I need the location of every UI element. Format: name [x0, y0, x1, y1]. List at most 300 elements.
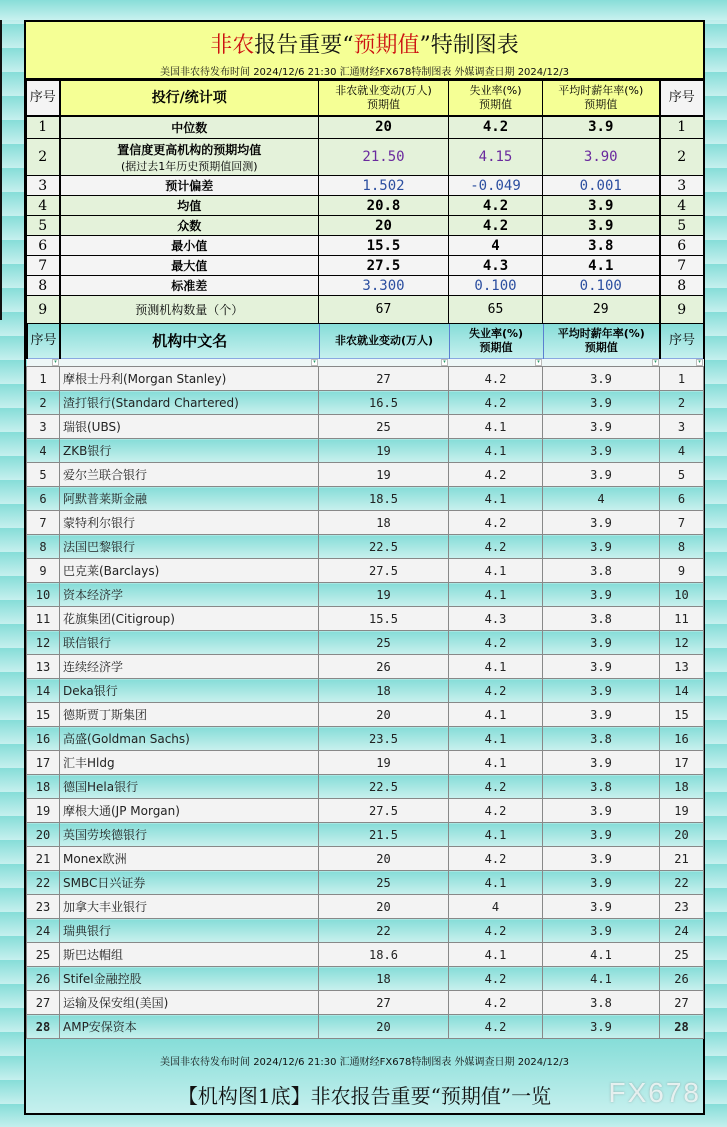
row-wage: 3.8	[543, 559, 660, 583]
row-label: 预测机构数量（个）	[60, 296, 319, 324]
table-row	[27, 367, 704, 391]
table-row	[27, 895, 704, 919]
row-seq: 27	[27, 991, 60, 1015]
row-seq: 21	[27, 847, 60, 871]
row-unemployment: 4.1	[449, 727, 543, 751]
row-nfp: 15.5	[319, 607, 449, 631]
filter-dropdown-icon[interactable]: ▾	[52, 359, 59, 366]
row-label: 均值	[60, 196, 319, 216]
stats-table	[26, 80, 704, 324]
row-seq: 14	[27, 679, 60, 703]
col-wage	[543, 324, 660, 358]
row-seq: 2	[27, 139, 60, 176]
row-wage: 4.1	[543, 967, 660, 991]
row-label: 最小值	[60, 236, 319, 256]
row-nfp: 27	[319, 367, 449, 391]
row-institution-name: 德斯贾丁斯集团	[60, 703, 319, 727]
row-unemployment: 4.2	[449, 535, 543, 559]
row-seq: 3	[27, 415, 60, 439]
row-institution-name: 连续经济学	[60, 655, 319, 679]
row-institution-name: ZKB银行	[60, 439, 319, 463]
filter-cell-seq2	[660, 358, 704, 366]
row-seq2: 21	[660, 847, 704, 871]
row-wage: 3.9	[543, 583, 660, 607]
col-wage	[543, 81, 660, 116]
row-wage: 3.9	[543, 116, 660, 139]
table-row	[27, 559, 704, 583]
row-nfp: 20	[319, 847, 449, 871]
row-wage: 0.100	[543, 276, 660, 296]
row-institution-name: 巴克莱(Barclays)	[60, 559, 319, 583]
row-seq: 11	[27, 607, 60, 631]
row-institution-name: SMBC日兴证券	[60, 871, 319, 895]
row-unemployment: 4.2	[449, 967, 543, 991]
row-seq: 28	[27, 1015, 60, 1039]
row-wage: 3.9	[543, 196, 660, 216]
row-seq2: 28	[660, 1015, 704, 1039]
row-nfp: 25	[319, 871, 449, 895]
table-row	[27, 775, 704, 799]
row-nfp: 18	[319, 679, 449, 703]
row-institution-name: 花旗集团(Citigroup)	[60, 607, 319, 631]
row-wage: 3.9	[543, 415, 660, 439]
row-wage: 4	[543, 487, 660, 511]
table-row	[27, 751, 704, 775]
col-nfp: 非农就业变动(万人)	[319, 324, 449, 358]
row-nfp: 3.300	[319, 276, 449, 296]
row-unemployment: 4.2	[449, 463, 543, 487]
row-nfp: 21.50	[319, 139, 449, 176]
col-name: 机构中文名	[60, 324, 319, 358]
row-seq: 25	[27, 943, 60, 967]
filter-cell-seq	[27, 358, 60, 366]
row-institution-name: Stifel金融控股	[60, 967, 319, 991]
col-seq: 序号	[27, 324, 60, 358]
row-unemployment: 4.1	[449, 583, 543, 607]
table-row	[27, 535, 704, 559]
row-institution-name: 德国Hela银行	[60, 775, 319, 799]
row-unemployment: 4.2	[449, 391, 543, 415]
title-part-nfp: 非农	[210, 33, 255, 58]
row-wage: 3.9	[543, 391, 660, 415]
row-unemployment: 0.100	[449, 276, 543, 296]
row-nfp: 18	[319, 967, 449, 991]
row-wage: 3.9	[543, 871, 660, 895]
row-seq2: 6	[660, 236, 704, 256]
row-seq2: 27	[660, 991, 704, 1015]
row-label	[60, 139, 319, 176]
row-seq2: 19	[660, 799, 704, 823]
row-wage: 29	[543, 296, 660, 324]
row-unemployment: 4.1	[449, 415, 543, 439]
row-label-sub: (据过去1年历史预期值回测)	[120, 159, 258, 173]
row-institution-name: 瑞银(UBS)	[60, 415, 319, 439]
table-row	[27, 703, 704, 727]
filter-row	[27, 358, 704, 366]
col-label: 投行/统计项	[60, 81, 319, 116]
row-wage: 3.9	[543, 439, 660, 463]
row-unemployment: 4.1	[449, 871, 543, 895]
row-wage: 3.9	[543, 535, 660, 559]
row-unemployment: 4.1	[449, 823, 543, 847]
footer-subtitle: 美国非农待发布时间 2024/12/6 21:30 汇通财经FX678特制图表 外媒调查日期 2024/12/3	[160, 1057, 569, 1068]
row-unemployment: 4.3	[449, 607, 543, 631]
row-seq2: 13	[660, 655, 704, 679]
row-unemployment: 4.2	[449, 991, 543, 1015]
row-seq2: 2	[660, 139, 704, 176]
table-row	[27, 415, 704, 439]
stats-row	[27, 216, 704, 236]
row-institution-name: 资本经济学	[60, 583, 319, 607]
row-seq2: 8	[660, 276, 704, 296]
table-row	[27, 607, 704, 631]
filter-cell-unemployment	[449, 358, 543, 366]
filter-cell-nfp	[319, 358, 449, 366]
row-nfp: 20	[319, 116, 449, 139]
col-un-line1: 失业率(%)	[469, 83, 522, 97]
col-un-line2: 预期值	[479, 97, 512, 111]
title-part-expected: 预期值	[353, 33, 420, 58]
row-seq: 24	[27, 919, 60, 943]
row-institution-name: 运输及保安组(美国)	[60, 991, 319, 1015]
row-unemployment: 4.2	[449, 919, 543, 943]
table-row	[27, 391, 704, 415]
table-row	[27, 847, 704, 871]
row-seq2: 9	[660, 296, 704, 324]
page-subtitle: 美国非农待发布时间 2024/12/6 21:30 汇通财经FX678特制图表 外媒调查日期 2024/12/3	[160, 67, 569, 78]
title-box	[26, 22, 703, 80]
row-seq: 1	[27, 367, 60, 391]
row-nfp: 19	[319, 751, 449, 775]
row-nfp: 22.5	[319, 775, 449, 799]
footer	[24, 1039, 705, 1115]
col-seq2: 序号	[660, 324, 704, 358]
row-nfp: 15.5	[319, 236, 449, 256]
row-institution-name: 斯巴达帽组	[60, 943, 319, 967]
page-title	[26, 22, 703, 58]
row-institution-name: 阿默普莱斯金融	[60, 487, 319, 511]
row-wage: 3.9	[543, 703, 660, 727]
footer-title: 【机构图1底】非农报告重要“预期值”一览	[177, 1084, 552, 1108]
row-seq2: 9	[660, 559, 704, 583]
row-unemployment: 4.2	[449, 631, 543, 655]
row-unemployment: 4.2	[449, 116, 543, 139]
row-seq2: 1	[660, 367, 704, 391]
row-unemployment: 4.2	[449, 511, 543, 535]
row-wage: 3.8	[543, 607, 660, 631]
row-label: 预计偏差	[60, 176, 319, 196]
filter-dropdown-icon[interactable]: ▾	[535, 359, 542, 366]
watermark-logo: FX678	[608, 1077, 701, 1108]
col-wage-line1: 平均时薪年率(%)	[557, 326, 645, 340]
row-seq2: 4	[660, 196, 704, 216]
col-seq2: 序号	[660, 81, 704, 116]
row-seq2: 5	[660, 463, 704, 487]
row-seq: 17	[27, 751, 60, 775]
row-unemployment: 4	[449, 895, 543, 919]
row-seq: 9	[27, 559, 60, 583]
row-seq2: 22	[660, 871, 704, 895]
row-seq2: 7	[660, 256, 704, 276]
row-nfp: 67	[319, 296, 449, 324]
row-unemployment: 4.1	[449, 751, 543, 775]
row-institution-name: 汇丰Hldg	[60, 751, 319, 775]
row-seq2: 7	[660, 511, 704, 535]
row-nfp: 27.5	[319, 256, 449, 276]
row-seq2: 14	[660, 679, 704, 703]
row-unemployment: 4.3	[449, 256, 543, 276]
row-seq2: 17	[660, 751, 704, 775]
row-seq: 23	[27, 895, 60, 919]
row-nfp: 20	[319, 703, 449, 727]
table-row	[27, 919, 704, 943]
row-nfp: 25	[319, 415, 449, 439]
row-wage: 3.9	[543, 679, 660, 703]
row-seq: 19	[27, 799, 60, 823]
row-seq: 2	[27, 391, 60, 415]
stats-row	[27, 256, 704, 276]
row-wage: 4.1	[543, 943, 660, 967]
row-nfp: 27	[319, 991, 449, 1015]
row-nfp: 19	[319, 463, 449, 487]
row-seq2: 16	[660, 727, 704, 751]
row-seq2: 23	[660, 895, 704, 919]
col-unemployment	[449, 81, 543, 116]
row-seq2: 18	[660, 775, 704, 799]
row-wage: 3.9	[543, 799, 660, 823]
stats-row	[27, 296, 704, 324]
table-row	[27, 679, 704, 703]
table-row	[27, 583, 704, 607]
row-seq2: 11	[660, 607, 704, 631]
row-seq2: 4	[660, 439, 704, 463]
row-nfp: 26	[319, 655, 449, 679]
row-nfp: 1.502	[319, 176, 449, 196]
row-nfp: 18.6	[319, 943, 449, 967]
table-row	[27, 511, 704, 535]
row-unemployment: -0.049	[449, 176, 543, 196]
row-unemployment: 4.1	[449, 559, 543, 583]
col-un-line2: 预期值	[479, 340, 513, 354]
row-label: 中位数	[60, 116, 319, 139]
stats-row	[27, 116, 704, 139]
row-seq: 26	[27, 967, 60, 991]
row-seq: 8	[27, 535, 60, 559]
row-institution-name: 摩根士丹利(Morgan Stanley)	[60, 367, 319, 391]
col-wage-line1: 平均时薪年率(%)	[558, 83, 644, 97]
row-seq: 22	[27, 871, 60, 895]
row-institution-name: 渣打银行(Standard Chartered)	[60, 391, 319, 415]
row-seq: 6	[27, 236, 60, 256]
row-nfp: 16.5	[319, 391, 449, 415]
row-seq: 5	[27, 463, 60, 487]
row-wage: 3.9	[543, 1015, 660, 1039]
stats-row	[27, 139, 704, 176]
row-seq2: 5	[660, 216, 704, 236]
row-institution-name: AMP安保资本	[60, 1015, 319, 1039]
row-seq: 8	[27, 276, 60, 296]
stats-row	[27, 236, 704, 256]
table-row	[27, 463, 704, 487]
row-wage: 3.9	[543, 823, 660, 847]
stats-row	[27, 276, 704, 296]
col-un-line1: 失业率(%)	[468, 326, 524, 340]
filter-cell-wage	[543, 358, 660, 366]
row-nfp: 22	[319, 919, 449, 943]
row-seq: 7	[27, 256, 60, 276]
row-nfp: 22.5	[319, 535, 449, 559]
stats-header-row	[27, 81, 704, 116]
row-wage: 3.9	[543, 216, 660, 236]
row-seq2: 2	[660, 391, 704, 415]
row-wage: 3.9	[543, 919, 660, 943]
row-nfp: 20.8	[319, 196, 449, 216]
row-institution-name: 加拿大丰业银行	[60, 895, 319, 919]
col-wage-line2: 预期值	[584, 97, 618, 111]
row-wage: 3.9	[543, 655, 660, 679]
row-nfp: 20	[319, 216, 449, 236]
row-unemployment: 4.2	[449, 367, 543, 391]
row-unemployment: 4.1	[449, 703, 543, 727]
institution-header-row	[27, 324, 704, 358]
col-nfp	[319, 81, 449, 116]
row-unemployment: 4	[449, 236, 543, 256]
row-seq: 18	[27, 775, 60, 799]
table-row	[27, 439, 704, 463]
row-unemployment: 4.2	[449, 1015, 543, 1039]
filter-dropdown-icon[interactable]: ▾	[311, 359, 318, 366]
row-nfp: 20	[319, 895, 449, 919]
left-border	[0, 20, 2, 320]
row-institution-name: 联信银行	[60, 631, 319, 655]
row-seq2: 24	[660, 919, 704, 943]
row-wage: 3.9	[543, 847, 660, 871]
row-unemployment: 4.2	[449, 775, 543, 799]
row-seq2: 1	[660, 116, 704, 139]
row-wage: 3.9	[543, 367, 660, 391]
filter-dropdown-icon[interactable]: ▾	[441, 359, 448, 366]
row-wage: 3.9	[543, 511, 660, 535]
col-nfp-line2: 预期值	[367, 97, 400, 111]
row-seq2: 3	[660, 415, 704, 439]
col-seq: 序号	[27, 81, 60, 116]
row-wage: 4.1	[543, 256, 660, 276]
row-unemployment: 4.15	[449, 139, 543, 176]
table-row	[27, 871, 704, 895]
row-seq2: 15	[660, 703, 704, 727]
table-row	[27, 823, 704, 847]
row-seq2: 8	[660, 535, 704, 559]
table-row	[27, 943, 704, 967]
row-seq2: 3	[660, 176, 704, 196]
stats-row	[27, 176, 704, 196]
row-wage: 3.9	[543, 631, 660, 655]
row-wage: 3.8	[543, 775, 660, 799]
row-label-main: 置信度更高机构的预期均值	[117, 142, 262, 157]
row-institution-name: 法国巴黎银行	[60, 535, 319, 559]
row-seq: 13	[27, 655, 60, 679]
row-wage: 3.8	[543, 991, 660, 1015]
row-nfp: 19	[319, 439, 449, 463]
table-row	[27, 1015, 704, 1039]
row-institution-name: 摩根大通(JP Morgan)	[60, 799, 319, 823]
row-unemployment: 4.1	[449, 439, 543, 463]
row-wage: 3.9	[543, 895, 660, 919]
row-seq: 9	[27, 296, 60, 324]
row-seq: 5	[27, 216, 60, 236]
institution-header	[26, 324, 705, 366]
row-institution-name: 爱尔兰联合银行	[60, 463, 319, 487]
row-unemployment: 4.2	[449, 799, 543, 823]
table-row	[27, 655, 704, 679]
institution-table	[26, 366, 704, 1039]
row-seq: 7	[27, 511, 60, 535]
row-institution-name: 瑞典银行	[60, 919, 319, 943]
row-seq2: 10	[660, 583, 704, 607]
row-label: 最大值	[60, 256, 319, 276]
row-wage: 3.90	[543, 139, 660, 176]
stats-row	[27, 196, 704, 216]
table-row	[27, 487, 704, 511]
row-seq: 20	[27, 823, 60, 847]
row-unemployment: 4.2	[449, 679, 543, 703]
row-wage: 3.9	[543, 463, 660, 487]
row-seq2: 20	[660, 823, 704, 847]
row-nfp: 20	[319, 1015, 449, 1039]
row-seq: 6	[27, 487, 60, 511]
row-institution-name: Monex欧洲	[60, 847, 319, 871]
table-row	[27, 967, 704, 991]
row-nfp: 18	[319, 511, 449, 535]
report-sheet	[24, 20, 705, 1115]
row-seq: 12	[27, 631, 60, 655]
row-nfp: 23.5	[319, 727, 449, 751]
row-unemployment: 4.1	[449, 655, 543, 679]
row-seq2: 12	[660, 631, 704, 655]
title-part-2: 报告重要“	[254, 33, 354, 58]
row-seq2: 26	[660, 967, 704, 991]
row-seq: 4	[27, 196, 60, 216]
row-institution-name: Deka银行	[60, 679, 319, 703]
row-nfp: 25	[319, 631, 449, 655]
table-row	[27, 631, 704, 655]
row-wage: 3.8	[543, 727, 660, 751]
row-institution-name: 蒙特利尔银行	[60, 511, 319, 535]
row-wage: 3.8	[543, 236, 660, 256]
row-seq2: 6	[660, 487, 704, 511]
row-nfp: 21.5	[319, 823, 449, 847]
row-unemployment: 4.1	[449, 943, 543, 967]
filter-cell-name	[60, 358, 319, 366]
row-seq2: 25	[660, 943, 704, 967]
title-part-4: ”特制图表	[419, 33, 519, 58]
table-row	[27, 799, 704, 823]
row-unemployment: 4.2	[449, 216, 543, 236]
row-label: 标准差	[60, 276, 319, 296]
row-unemployment: 65	[449, 296, 543, 324]
filter-dropdown-icon[interactable]: ▾	[652, 359, 659, 366]
row-nfp: 18.5	[319, 487, 449, 511]
row-unemployment: 4.2	[449, 847, 543, 871]
row-institution-name: 高盛(Goldman Sachs)	[60, 727, 319, 751]
filter-dropdown-icon[interactable]: ▾	[696, 359, 703, 366]
row-unemployment: 4.1	[449, 487, 543, 511]
row-seq: 15	[27, 703, 60, 727]
row-label: 众数	[60, 216, 319, 236]
row-wage: 3.9	[543, 751, 660, 775]
col-wage-line2: 预期值	[584, 340, 618, 354]
row-nfp: 27.5	[319, 799, 449, 823]
